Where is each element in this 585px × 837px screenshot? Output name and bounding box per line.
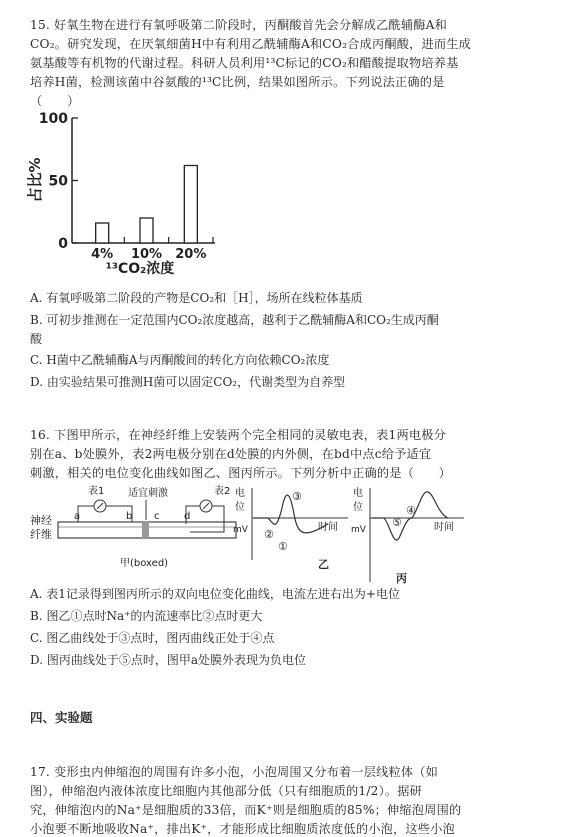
mark-3: ③ bbox=[292, 490, 302, 503]
meter2-label: 表2 bbox=[214, 486, 231, 497]
y-unit: mV bbox=[351, 525, 366, 535]
x-label: 时间 bbox=[434, 522, 454, 533]
stimulus-label: 适宜刺激 bbox=[128, 488, 168, 499]
q15-option-b: B. 可初步推测在一定范围内CO₂浓度越高，越利于乙酰辅酶A和CO₂生成丙酮 bbox=[30, 313, 439, 327]
meter1-label: 表1 bbox=[88, 486, 105, 497]
x-tick-label: 4% bbox=[91, 247, 114, 262]
q17-line: 小泡要不断地吸收Na⁺，排出K⁺，才能形成比细胞质浓度低的小泡，这些小泡 bbox=[30, 822, 455, 836]
y-unit: mV bbox=[233, 525, 248, 535]
x-axis-label: ¹³CO₂浓度 bbox=[105, 261, 175, 277]
q16-option-a: A. 表1记录得到图丙所示的双向电位变化曲线，电流左进右出为+电位 bbox=[30, 587, 400, 601]
x-tick-label: 10% bbox=[130, 247, 163, 262]
q15-bar-chart bbox=[20, 108, 220, 280]
caption-jia: 甲(boxed) bbox=[120, 558, 169, 569]
q15-option-c: C. H菌中乙酰辅酶A与丙酮酸间的转化方向依赖CO₂浓度 bbox=[30, 353, 330, 367]
bar bbox=[140, 218, 153, 243]
point-b: b bbox=[126, 511, 133, 522]
q16-line: 16. 下图甲所示，在神经纤维上安装两个完全相同的灵敏电表，表1两电极分 bbox=[30, 428, 447, 442]
mark-4: ④ bbox=[406, 504, 416, 517]
meter1-needle bbox=[97, 503, 103, 509]
q15-line: 15. 好氧生物在进行有氧呼吸第二阶段时，丙酮酸首先会分解成乙酰辅酶A和 bbox=[30, 18, 448, 32]
figure-jia bbox=[30, 484, 236, 569]
y-tick-label: 50 bbox=[48, 173, 68, 190]
point-a: a bbox=[74, 511, 81, 522]
q15-line: 培养H菌，检测该菌中谷氨酸的¹³C比例，结果如图所示。下列说法正确的是 bbox=[30, 75, 445, 89]
stimulus-zone bbox=[142, 521, 149, 539]
q17-line: 图），伸缩泡内液体浓度比细胞内其他部分低（只有细胞质的1/2）。据研 bbox=[30, 784, 423, 798]
q16-option-c: C. 图乙曲线处于③点时，图丙曲线正处于④点 bbox=[30, 631, 275, 645]
mark-1: ① bbox=[278, 540, 288, 553]
q17-line: 究，伸缩泡内的Na⁺是细胞质的33倍，而K⁺则是细胞质的85%；伸缩泡周围的 bbox=[30, 803, 462, 817]
q15-line: CO₂。研究发现，在厌氧细菌H中有利用乙酰辅酶A和CO₂合成丙酮酸，进而生成 bbox=[30, 37, 472, 51]
x-tick-label: 20% bbox=[175, 247, 207, 262]
bar bbox=[184, 166, 197, 244]
y-label: 位 bbox=[353, 502, 363, 513]
meter2-needle bbox=[203, 503, 209, 509]
y-label: 电 bbox=[235, 488, 245, 499]
q15-option-d: D. 由实验结果可推测H菌可以固定CO₂，代谢类型为自养型 bbox=[30, 375, 346, 389]
q16-figure bbox=[28, 484, 468, 586]
q15-option-b-cont: 酸 bbox=[30, 332, 43, 346]
caption-yi: 乙 bbox=[318, 558, 329, 571]
mark-2: ② bbox=[264, 528, 274, 541]
y-tick-label: 100 bbox=[38, 111, 68, 127]
fiber-label: 神经 bbox=[30, 514, 52, 527]
caption-bing: 丙 bbox=[396, 572, 407, 585]
meter2-wire bbox=[190, 506, 224, 532]
mark-5: ⑤ bbox=[392, 516, 402, 529]
y-label: 位 bbox=[235, 502, 245, 513]
section-heading: 四、实验题 bbox=[30, 710, 93, 725]
q15-option-a: A. 有氧呼吸第二阶段的产物是CO₂和［H］，场所在线粒体基质 bbox=[30, 291, 363, 305]
q15-line: （ ） bbox=[30, 94, 80, 108]
fiber-label: 纤维 bbox=[30, 528, 52, 541]
y-tick-label: 0 bbox=[58, 236, 68, 252]
point-c: c bbox=[154, 511, 160, 522]
figure-bing bbox=[351, 486, 464, 585]
meter1-wire bbox=[78, 506, 94, 522]
bar bbox=[96, 223, 109, 243]
q15-line: 氨基酸等有机物的代谢过程。科研人员利用¹³C标记的CO₂和醋酸提取物培养基 bbox=[30, 56, 459, 70]
y-axis-label: 占比% bbox=[26, 157, 44, 203]
q17-line: 17. 变形虫内伸缩泡的周围有许多小泡，小泡周围又分布着一层线粒体（如 bbox=[30, 765, 439, 779]
q16-line: 刺激，相关的电位变化曲线如图乙、图丙所示。下列分析中正确的是（ ） bbox=[30, 466, 452, 480]
figure-yi bbox=[233, 486, 348, 571]
point-d: d bbox=[184, 511, 191, 522]
x-label: 时间 bbox=[318, 522, 338, 533]
q16-option-b: B. 图乙①点时Na⁺的内流速率比②点时更大 bbox=[30, 609, 263, 623]
y-label: 电 bbox=[353, 488, 363, 499]
q16-line: 别在a、b处膜外，表2两电极分别在d处膜的内外侧，在bd中点c给予适宜 bbox=[30, 447, 432, 461]
q16-option-d: D. 图丙曲线处于⑤点时，图甲a处膜外表现为负电位 bbox=[30, 653, 306, 667]
